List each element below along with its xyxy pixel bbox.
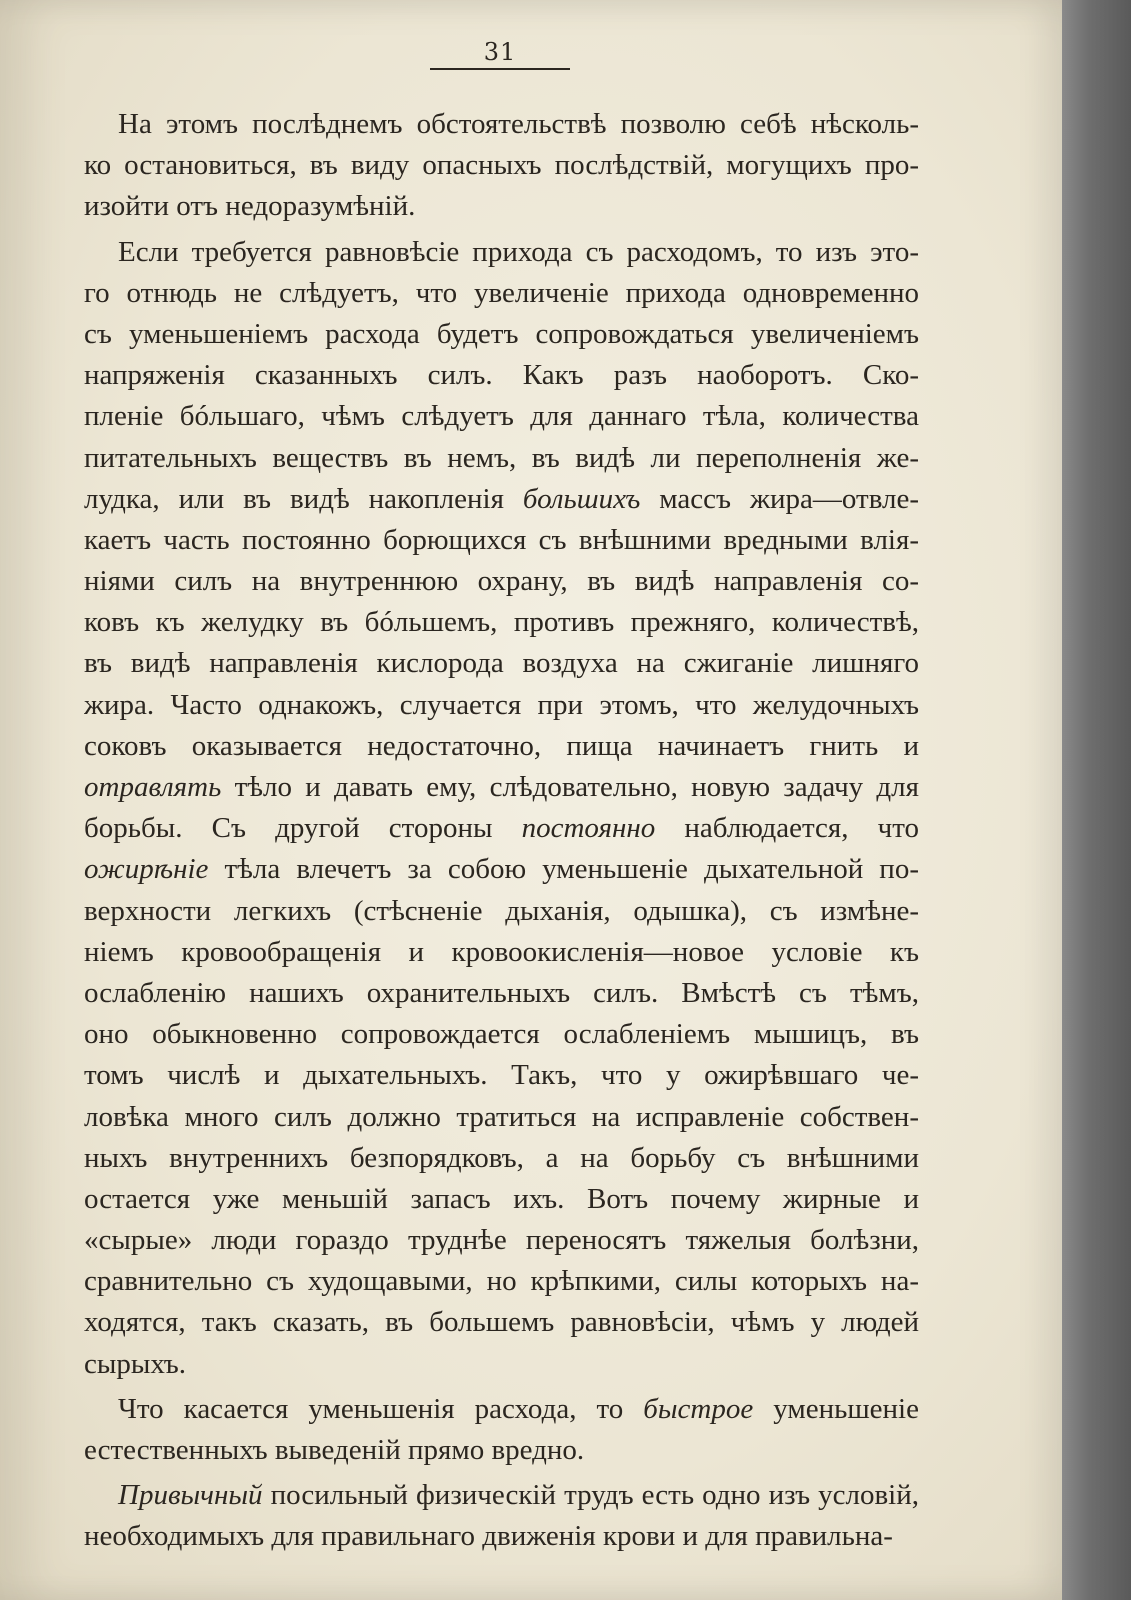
text-run: массъ жира—отвле- [640, 482, 919, 515]
page-text [84, 104, 919, 1558]
text-run: оно обыкновенно сопровождается ослабленіемъ мышицъ, въ [84, 1018, 919, 1051]
text-line [84, 1179, 919, 1220]
text-line [84, 479, 919, 520]
text-run: ловѣка много силъ должно тратиться на исправленіе собствен- [84, 1100, 919, 1133]
text-line [84, 808, 919, 849]
header-rule [430, 68, 570, 70]
text-run: необходимыхъ для правильнаго движенія крови и для правильна- [84, 1520, 893, 1553]
text-run: Если требуется равновѣсіе прихода съ расходомъ, то изъ это- [118, 235, 919, 268]
text-run: посильный физическій трудъ есть одно изъ условій, [262, 1479, 919, 1512]
text-line [84, 396, 919, 437]
text-run: ко остановиться, въ виду опасныхъ послѣдствій, могущихъ про- [84, 149, 919, 182]
text-line [84, 849, 919, 890]
text-line [84, 1302, 919, 1343]
text-run: томъ числѣ и дыхательныхъ. Такъ, что у ожирѣвшаго че- [84, 1059, 919, 1092]
text-run: На этомъ послѣднемъ обстоятельствѣ позволю себѣ нѣсколь- [118, 108, 919, 140]
text-line [84, 273, 919, 314]
text-line [84, 1138, 919, 1179]
text-run: ніемъ кровообращенія и кровоокисленія—новое условіе къ [84, 935, 919, 968]
text-line [84, 561, 919, 602]
text-line [84, 891, 919, 932]
text-line [84, 1220, 919, 1261]
text-line [84, 1014, 919, 1055]
italic-emphasis: Привычный [118, 1479, 263, 1512]
text-run: въ видѣ направленія кислорода воздуха на сжиганіе лишняго [84, 647, 919, 680]
text-run: ослабленію нашихъ охранительныхъ силъ. Вмѣстѣ съ тѣмъ, [84, 976, 919, 1009]
italic-emphasis: ожирѣніе [84, 853, 209, 886]
text-run: тѣло и давать ему, слѣдовательно, новую задачу для [221, 771, 919, 803]
text-run: наблюдается, что [655, 812, 919, 845]
text-run: естественныхъ выведеній прямо вредно. [84, 1434, 585, 1466]
text-line [84, 232, 919, 273]
text-line [84, 767, 919, 808]
text-line [84, 643, 919, 684]
page-number: 31 [483, 38, 517, 66]
text-run: ковъ къ желудку въ бóльшемъ, противъ прежняго, количествѣ, [84, 606, 919, 639]
text-line [84, 1475, 919, 1516]
text-run: жира. Часто однакожъ, случается при этомъ, что желудочныхъ [84, 688, 919, 721]
text-run: съ уменьшеніемъ расхода будетъ сопровождаться увеличеніемъ [84, 317, 919, 350]
text-run: каетъ часть постоянно борющихся съ внѣшними вредными влія- [84, 523, 919, 556]
text-run: соковъ оказывается недостаточно, пища начинаетъ гнить и [84, 729, 919, 762]
text-run: уменьшеніе [753, 1392, 919, 1425]
text-line [84, 145, 919, 186]
text-run: борьбы. Съ другой стороны [84, 812, 522, 845]
text-line [84, 438, 919, 479]
text-line [84, 1055, 919, 1096]
text-line [84, 355, 919, 396]
text-run: пленіе бóльшаго, чѣмъ слѣдуетъ для даннаго тѣла, количества [84, 400, 919, 433]
italic-emphasis: большихъ [522, 482, 641, 515]
italic-emphasis: отравлять [84, 771, 222, 803]
text-run: ніями силъ на внутреннюю охрану, въ видѣ направленія со- [84, 565, 919, 598]
text-line [84, 1261, 919, 1302]
text-line [84, 314, 919, 355]
text-run: сырыхъ. [84, 1347, 186, 1380]
text-line [84, 602, 919, 643]
text-run: ныхъ внутреннихъ безпорядковъ, а на борьбу съ внѣшними [84, 1141, 919, 1174]
text-run: остается уже меньшій запасъ ихъ. Вотъ почему жирные и [84, 1182, 919, 1215]
text-run: «сырые» люди гораздо труднѣе переносятъ тяжелыя болѣзни, [84, 1224, 919, 1257]
text-run: изойти отъ недоразумѣній. [84, 190, 416, 223]
text-run: го отнюдь не слѣдуетъ, что увеличеніе прихода одновременно [84, 276, 919, 309]
text-line [84, 685, 919, 726]
page-edge-shadow [1062, 0, 1131, 1600]
text-line [84, 520, 919, 561]
text-run: верхности легкихъ (стѣсненіе дыханія, одышка), съ измѣне- [84, 894, 919, 927]
text-run: Что касается уменьшенія расхода, то [118, 1392, 644, 1425]
text-line [84, 104, 919, 145]
text-run: тѣла влечетъ за собою уменьшеніе дыхательной по- [208, 853, 919, 886]
italic-emphasis: постоянно [521, 812, 656, 845]
text-run: лудка, или въ видѣ накопленія [84, 482, 523, 515]
text-line [84, 726, 919, 767]
text-run: питательныхъ веществъ въ немъ, въ видѣ ли переполненія же- [84, 441, 919, 474]
text-line [84, 1344, 919, 1385]
text-run: сравнительно съ худощавыми, но крѣпкими, силы которыхъ на- [84, 1265, 919, 1298]
text-line [84, 1516, 919, 1557]
text-run: ходятся, такъ сказать, въ большемъ равновѣсіи, чѣмъ у людей [84, 1306, 919, 1339]
text-line [84, 1389, 919, 1430]
italic-emphasis: быстрое [643, 1392, 754, 1425]
text-line [84, 1097, 919, 1138]
text-line [84, 1430, 919, 1471]
text-line [84, 973, 919, 1014]
text-run: напряженія сказанныхъ силъ. Какъ разъ наоборотъ. Ско- [84, 359, 919, 392]
text-line [84, 186, 919, 227]
text-line [84, 932, 919, 973]
